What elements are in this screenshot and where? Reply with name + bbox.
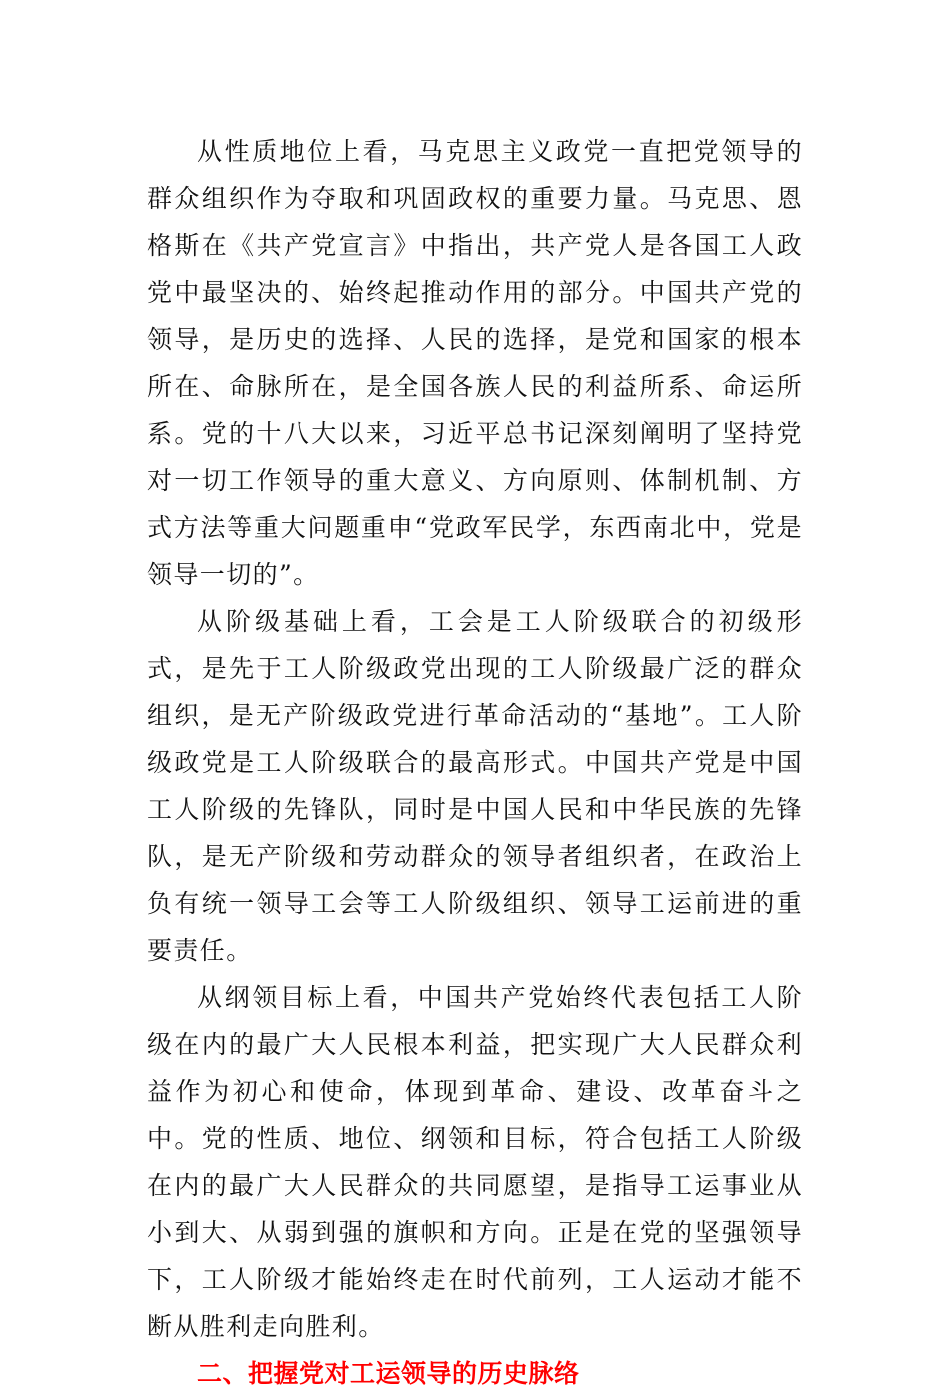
paragraph-program-goals: 从纲领目标上看，中国共产党始终代表包括工人阶级在内的最广大人民根本利益，把实现广大人民群众利益作为初心和使命，体现到革命、建设、改革奋斗之中。党的性质、地位、纲领和目标，符合包括工人阶级在内的最广大人民群众的共同愿望，是指导工运事业从小到大、从弱到强的旗帜和方向。正是在党的坚强领导下，工人阶级才能始终走在时代前列，工人运动才能不断从胜利走向胜利。 xyxy=(147,983,803,1341)
paragraph-nature-status: 从性质地位上看，马克思主义政党一直把党领导的群众组织作为夺取和巩固政权的重要力量。马克思、恩格斯在《共产党宣言》中指出，共产党人是各国工人政党中最坚决的、始终起推动作用的部分。中国共产党的领导，是历史的选择、人民的选择，是党和国家的根本所在、命脉所在，是全国各族人民的利益所系、命运所系。党的十八大以来，习近平总书记深刻阐明了坚持党对一切工作领导的重大意义、方向原则、体制机制、方式方法等重大问题重申“党政军民学，东西南北中，党是领导一切的”。 xyxy=(147,137,803,589)
paragraph-class-basis: 从阶级基础上看，工会是工人阶级联合的初级形式，是先于工人阶级政党出现的工人阶级最广泛的群众组织，是无产阶级政党进行革命活动的“基地”。工人阶级政党是工人阶级联合的最高形式。中国共产党是中国工人阶级的先锋队，同时是中国人民和中华民族的先锋队，是无产阶级和劳动群众的领导者组织者，在政治上负有统一领导工会等工人阶级组织、领导工运前进的重要责任。 xyxy=(147,607,803,965)
document-body xyxy=(147,128,803,1397)
section-heading: 二、把握党对工运领导的历史脉络 xyxy=(197,1359,580,1388)
